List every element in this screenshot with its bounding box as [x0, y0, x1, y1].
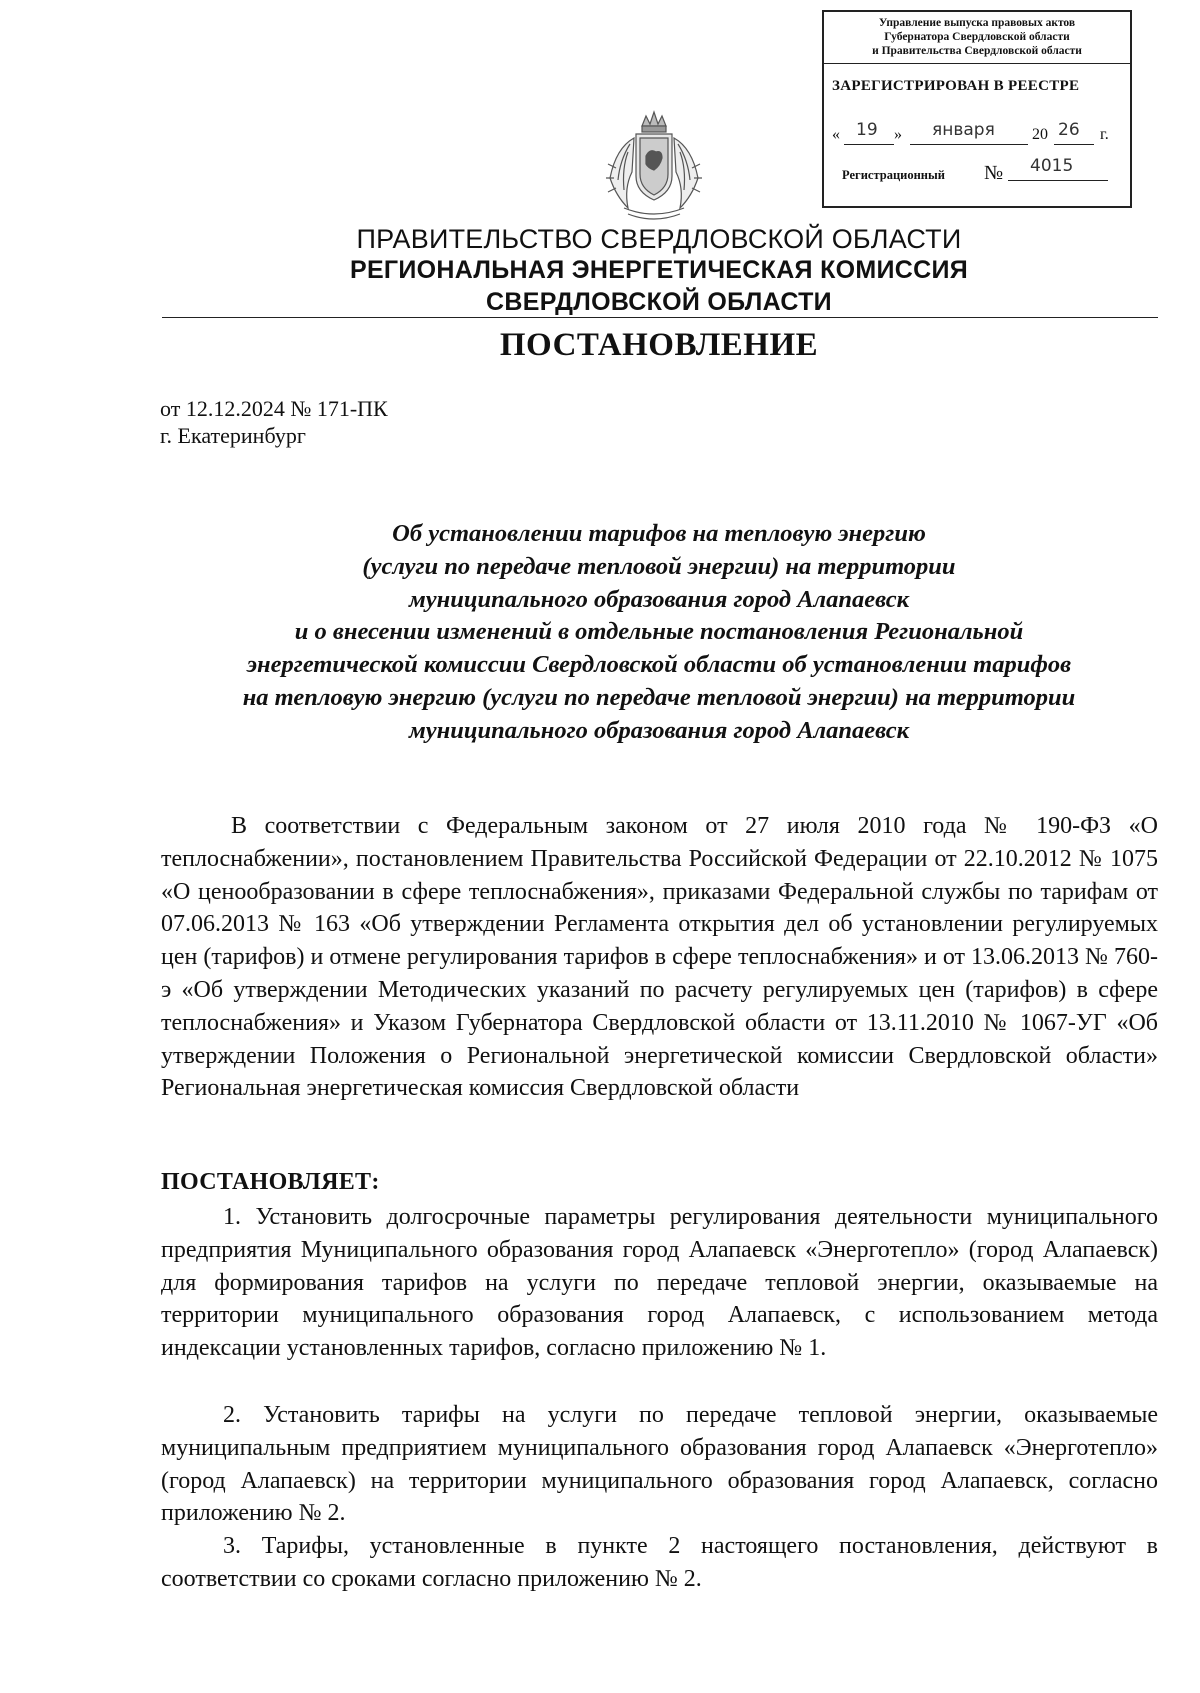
commission-heading-region: СВЕРДЛОВСКОЙ ОБЛАСТИ: [486, 288, 832, 316]
stamp-month: января: [932, 120, 995, 140]
decree-item-3: 3. Тарифы, установленные в пункте 2 настоящего постановления, действуют в соответствии со сроками согласно приложению № 2.: [161, 1533, 1158, 1592]
stamp-header-line: и Правительства Свердловской области: [872, 45, 1082, 57]
decree-item-2: 2. Установить тарифы на услуги по передаче тепловой энергии, оказываемые муниципальным предприятием муниципального образования город Алапаевск «Энерготепло» (город Алапаевск) на территории муниципального образования город Алапаевск, согласно приложению № 2.: [161, 1402, 1158, 1527]
stamp-reg-number: 4015: [1030, 156, 1074, 176]
document-type-title: ПОСТАНОВЛЕНИЕ: [499, 327, 819, 363]
commission-heading: РЕГИОНАЛЬНАЯ ЭНЕРГЕТИЧЕСКАЯ КОМИССИЯ: [349, 256, 969, 284]
subject-line: и о внесении изменений в отдельные постановления Региональной: [294, 618, 1024, 646]
subject-line: на тепловую энергию (услуги по передаче тепловой энергии) на территории: [242, 683, 1076, 711]
stamp-day: 19: [856, 120, 878, 140]
stamp-year-suffix: 26: [1058, 120, 1080, 140]
stamp-header-line: Управление выпуска правовых актов: [878, 17, 1076, 29]
header-divider: [162, 317, 1158, 318]
subject-line: (услуги по передаче тепловой энергии) на территории: [362, 552, 956, 580]
government-heading: ПРАВИТЕЛЬСТВО СВЕРДЛОВСКОЙ ОБЛАСТИ: [356, 224, 962, 254]
subject-line: Об установлении тарифов на тепловую энергию: [392, 520, 926, 547]
stamp-header-line: Губернатора Свердловской области: [884, 31, 1070, 43]
decree-heading: ПОСТАНОВЛЯЕТ:: [161, 1169, 380, 1195]
document-subject: [0, 518, 1200, 748]
subject-line: муниципального образования город Алапаевск: [408, 585, 910, 613]
subject-line: энергетической комиссии Свердловской области об установлении тарифов: [246, 651, 1072, 679]
document-city: г. Екатеринбург: [160, 423, 306, 448]
subject-line: муниципального образования город Алапаевск: [408, 716, 910, 744]
document-date-number: от 12.12.2024 № 171-ПК: [160, 396, 388, 421]
stamp-close-quote: »: [894, 126, 902, 143]
decree-item-1: 1. Установить долгосрочные параметры регулирования деятельности муниципального предприятия Муниципального образования город Алапаевск «Энерготепло» (город Алапаевск) для формирования тарифов на услуги по передаче тепловой энергии, оказываемые на территории муниципального образования город Алапаевск, с использованием метода индексации установленных тарифов, согласно приложению № 1.: [161, 1204, 1158, 1362]
stamp-year-prefix: 20: [1032, 126, 1048, 143]
preamble-paragraph: В соответствии с Федеральным законом от 27 июля 2010 года № 190-ФЗ «О теплоснабжении», постановлением Правительства Российской Федерации от 22.10.2012 № 1075 «О ценообразовании в сфере теплоснабжения», приказами Федеральной службы по тарифам от 07.06.2013 № 163 «Об утверждении Регламента открытия дел об установлении регулируемых цен (тарифов) и отмене регулирования тарифов в сфере теплоснабжения» и от 13.06.2013 № 760-э «Об утверждении Методических указаний по расчету регулируемых цен (тарифов) в сфере теплоснабжения» и Указом Губернатора Свердловской области от 13.11.2010 № 1067-УГ «Об утверждении Положения о Региональной энергетической комиссии Свердловской области» Региональная энергетическая комиссия Свердловской области: [161, 813, 1158, 1102]
stamp-registered-label: ЗАРЕГИСТРИРОВАН В РЕЕСТРЕ: [832, 78, 1080, 94]
stamp-reg-no-sign: №: [984, 162, 1004, 184]
coat-of-arms-icon: [594, 108, 714, 224]
stamp-open-quote: «: [832, 126, 840, 143]
stamp-reg-label: Регистрационный: [842, 168, 945, 182]
stamp-year-abbr: г.: [1100, 126, 1109, 143]
stamp-header: [824, 12, 1130, 64]
registration-stamp: [822, 10, 1132, 208]
